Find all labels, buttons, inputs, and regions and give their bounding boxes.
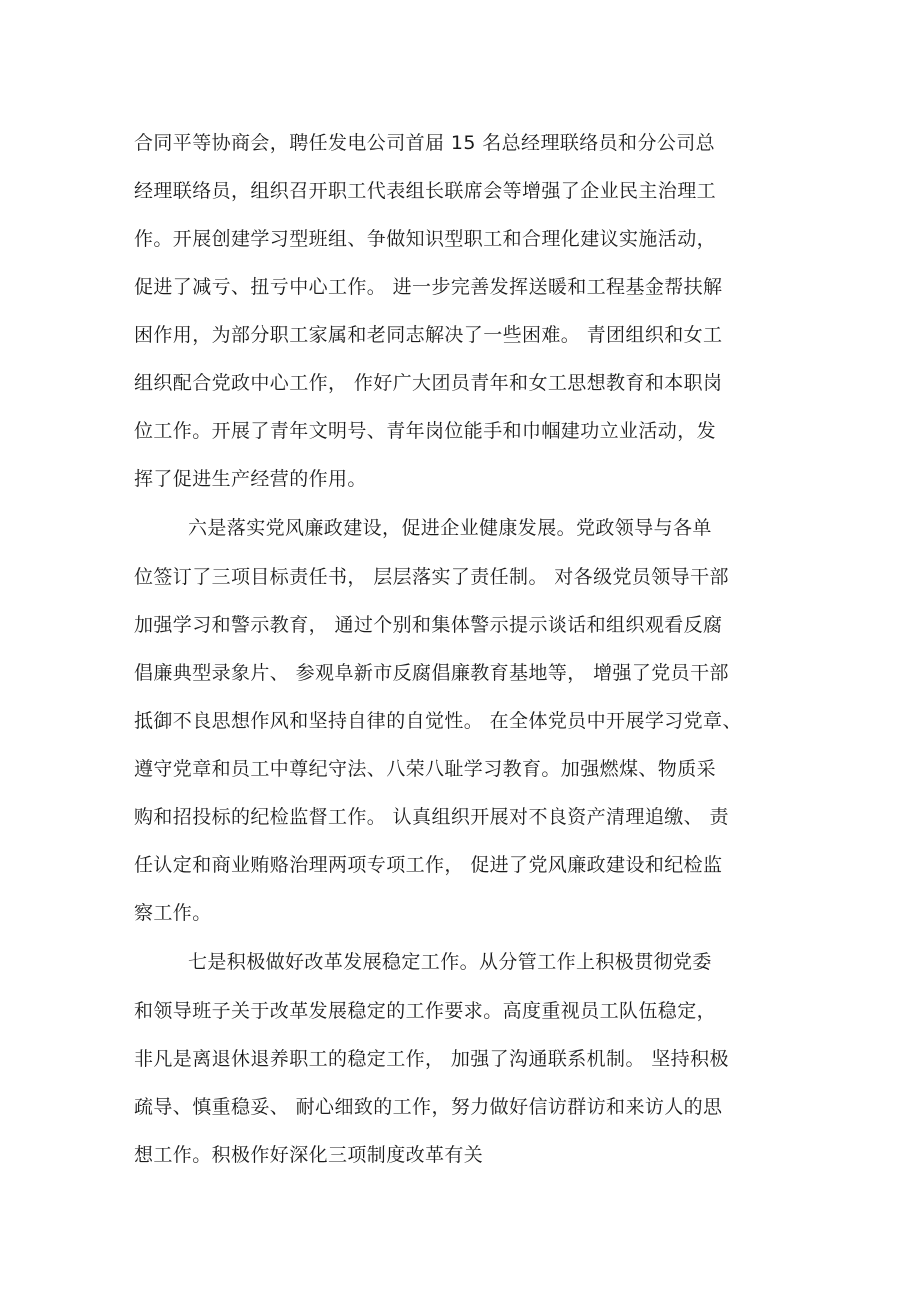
text-line: 位签订了三项目标责任书， 层层落实了责任制。 对各级党员领导干部 [134, 566, 729, 588]
text-line: 作。开展创建学习型班组、争做知识型职工和合理化建议实施活动， [134, 228, 717, 250]
text-line: 位工作。开展了青年文明号、青年岗位能手和巾帼建功立业活动，发 [134, 420, 717, 442]
text-line: 抵御不良思想作风和坚持自律的自觉性。 在全体党员中开展学习党章、 [134, 710, 742, 732]
text-line: 察工作。 [134, 902, 212, 924]
text-line: 非凡是离退休退养职工的稳定工作， 加强了沟通联系机制。 坚持积极 [134, 1048, 729, 1070]
text-line: 任认定和商业贿赂治理两项专项工作， 促进了党风廉政建设和纪检监 [134, 854, 723, 876]
text-line: 想工作。积极作好深化三项制度改革有关 [134, 1144, 484, 1166]
text-line: 和领导班子关于改革发展稳定的工作要求。高度重视员工队伍稳定， [134, 1000, 717, 1022]
text-line: 经理联络员，组织召开职工代表组长联席会等增强了企业民主治理工 [134, 180, 717, 202]
text-line: 六是落实党风廉政建设，促进企业健康发展。党政领导与各单 [188, 517, 712, 539]
text-line: 加强学习和警示教育， 通过个别和集体警示提示谈话和组织观看反腐 [134, 614, 723, 636]
text-line: 疏导、慎重稳妥、 耐心细致的工作，努力做好信访群访和来访人的思 [134, 1096, 723, 1118]
text-line: 合同平等协商会，聘任发电公司首届 15 名总经理联络员和分公司总 [134, 132, 716, 154]
text-line: 倡廉典型录象片、 参观阜新市反腐倡廉教育基地等， 增强了党员干部 [134, 662, 729, 684]
text-line: 困作用，为部分职工家属和老同志解决了一些困难。 青团组织和女工 [134, 324, 723, 346]
text-line: 促进了减亏、扭亏中心工作。 进一步完善发挥送暖和工程基金帮扶解 [134, 276, 723, 298]
text-line: 组织配合党政中心工作， 作好广大团员青年和女工思想教育和本职岗 [134, 372, 723, 394]
text-line: 购和招投标的纪检监督工作。 认真组织开展对不良资产清理追缴、 责 [134, 806, 729, 828]
text-line: 七是积极做好改革发展稳定工作。从分管工作上积极贯彻党委 [188, 951, 712, 973]
text-line: 遵守党章和员工中尊纪守法、八荣八耻学习教育。加强燃煤、物质采 [134, 758, 717, 780]
text-line: 挥了促进生产经营的作用。 [134, 468, 367, 490]
